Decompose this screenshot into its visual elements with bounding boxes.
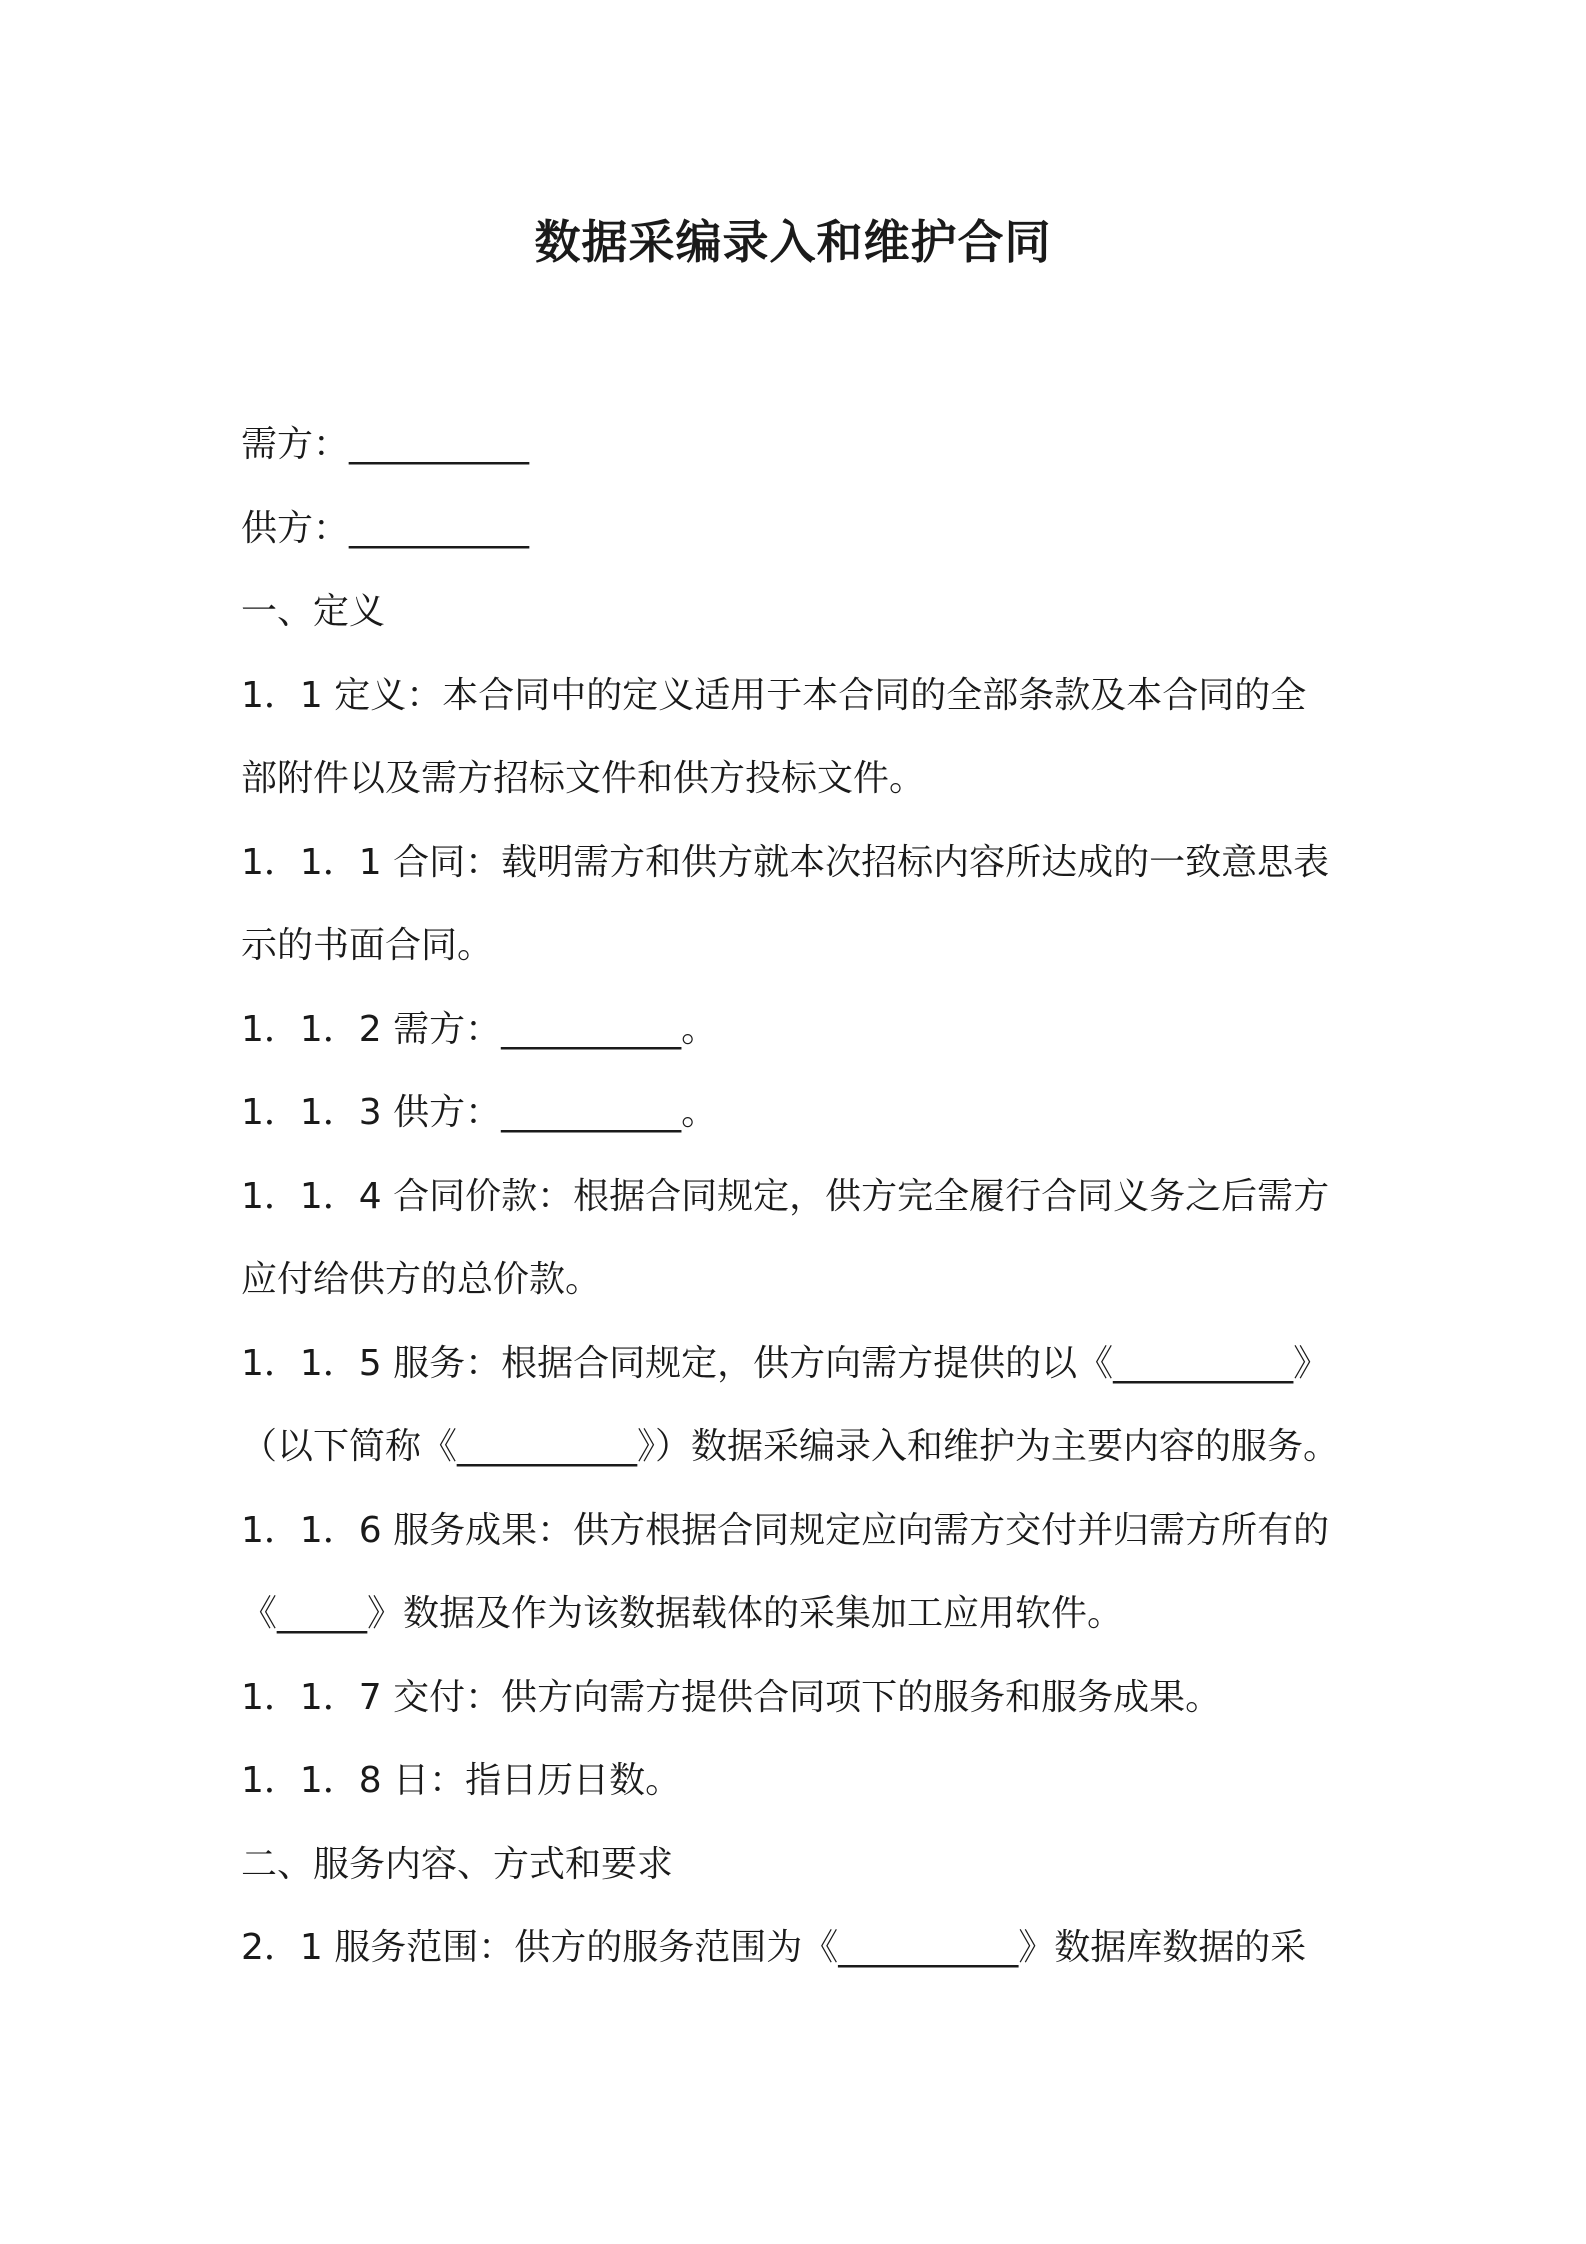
- clause-1-1-5-cont: （以下简称《__________》）数据采编录入和维护为主要内容的服务。: [241, 1426, 1340, 1467]
- section-heading-services: 二、服务内容、方式和要求: [241, 1843, 674, 1885]
- clause-1-1-6: 1．1．6 服务成果：供方根据合同规定应向需方交付并归需方所有的: [241, 1509, 1330, 1551]
- document-title: 数据采编录入和维护合同: [534, 215, 1052, 269]
- clause-1-1-3: 1．1．3 供方：__________。: [241, 1092, 718, 1133]
- clause-1-1-7: 1．1．7 交付：供方向需方提供合同项下的服务和服务成果。: [241, 1676, 1222, 1718]
- clause-2-1: 2．1 服务范围：供方的服务范围为《__________》数据库数据的采: [241, 1927, 1307, 1968]
- clause-1-1-1-cont: 示的书面合同。: [241, 925, 494, 966]
- clause-1-1-8: 1．1．8 日：指日历日数。: [241, 1760, 682, 1801]
- buyer-line: 需方：__________: [241, 424, 530, 465]
- clause-1-1-6-cont: 《_____》数据及作为该数据载体的采集加工应用软件。: [241, 1593, 1124, 1634]
- section-heading-definitions: 一、定义: [241, 591, 386, 632]
- clause-1-1-2: 1．1．2 需方：__________。: [241, 1008, 718, 1050]
- document-body: [241, 403, 1371, 1990]
- clause-1-1-cont: 部附件以及需方招标文件和供方投标文件。: [241, 758, 926, 799]
- clause-1-1-1: 1．1．1 合同：载明需方和供方就本次招标内容所达成的一致意思表: [241, 841, 1330, 883]
- clause-1-1-5: 1．1．5 服务：根据合同规定，供方向需方提供的以《__________》: [241, 1342, 1330, 1384]
- clause-1-1: 1．1 定义：本合同中的定义适用于本合同的全部条款及本合同的全: [241, 674, 1307, 716]
- clause-1-1-4: 1．1．4 合同价款：根据合同规定，供方完全履行合同义务之后需方: [241, 1175, 1330, 1217]
- clause-1-1-4-cont: 应付给供方的总价款。: [241, 1259, 602, 1300]
- supplier-line: 供方：__________: [241, 507, 530, 549]
